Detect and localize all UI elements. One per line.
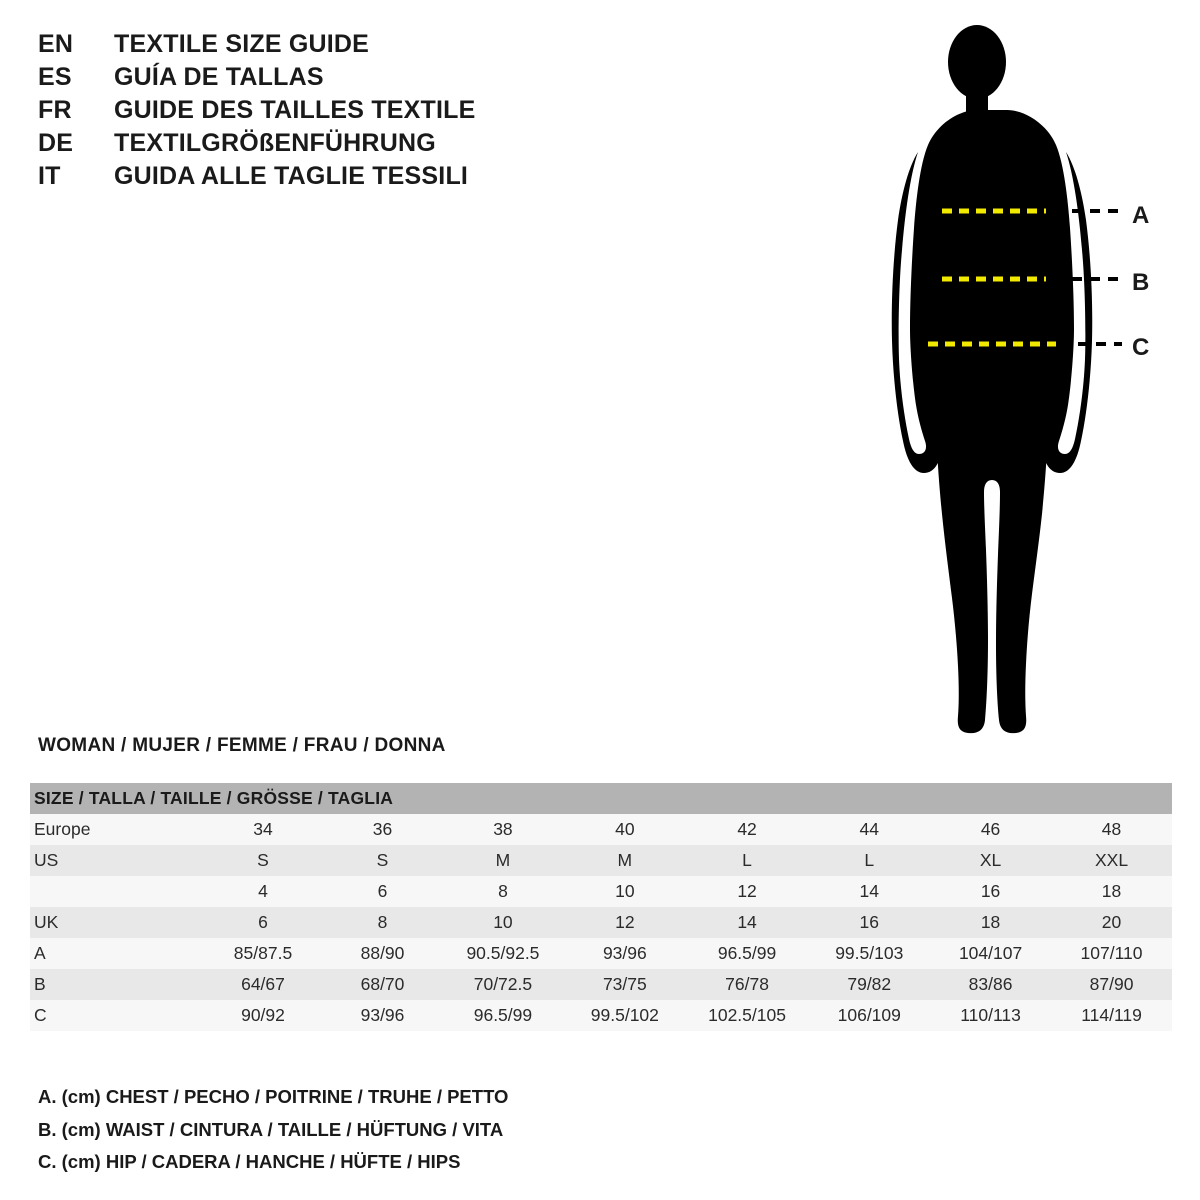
cell: L [808, 845, 930, 876]
cell: 10 [442, 907, 564, 938]
cell: 48 [1051, 814, 1172, 845]
cell: 18 [930, 907, 1051, 938]
language-row [38, 96, 678, 129]
cell: 68/70 [323, 969, 442, 1000]
cell: 104/107 [930, 938, 1051, 969]
measure-label-c: C [1132, 334, 1150, 361]
language-code: DE [38, 129, 74, 157]
cell: 16 [930, 876, 1051, 907]
row-label: C [30, 1000, 203, 1031]
footnote-waist: B. (cm) WAIST / CINTURA / TAILLE / HÜFTUNG / VITA [38, 1118, 504, 1140]
table-row [30, 938, 1172, 969]
cell: 93/96 [323, 1000, 442, 1031]
language-row [38, 129, 678, 162]
cell: 6 [323, 876, 442, 907]
cell: 34 [203, 814, 323, 845]
cell: S [203, 845, 323, 876]
cell: M [442, 845, 564, 876]
size-table [30, 783, 1172, 1031]
cell: 85/87.5 [203, 938, 323, 969]
cell: 8 [323, 907, 442, 938]
table-row [30, 1000, 1172, 1031]
language-title: GUIDE DES TAILLES TEXTILE [114, 96, 476, 124]
cell: 6 [203, 907, 323, 938]
cell: 96.5/99 [686, 938, 809, 969]
table-row [30, 969, 1172, 1000]
row-label: UK [30, 907, 203, 938]
cell: 14 [686, 907, 809, 938]
footnote-chest: A. (cm) CHEST / PECHO / POITRINE / TRUHE / PETTO [38, 1086, 509, 1107]
cell: M [564, 845, 686, 876]
figure-diagram [860, 14, 1190, 744]
table-row [30, 845, 1172, 876]
cell: 99.5/103 [808, 938, 930, 969]
row-label: Europe [30, 814, 203, 845]
cell: 42 [686, 814, 809, 845]
table-row [30, 814, 1172, 845]
measure-label-b: B [1132, 269, 1150, 296]
cell: L [686, 845, 809, 876]
language-title: TEXTILGRÖßENFÜHRUNG [114, 129, 436, 157]
language-code: EN [38, 30, 74, 58]
cell: XXL [1051, 845, 1172, 876]
female-silhouette-icon [860, 14, 1190, 744]
cell: 20 [1051, 907, 1172, 938]
cell: 87/90 [1051, 969, 1172, 1000]
row-label [30, 876, 203, 907]
language-code: FR [38, 96, 72, 124]
cell: 96.5/99 [442, 1000, 564, 1031]
cell: 93/96 [564, 938, 686, 969]
cell: 16 [808, 907, 930, 938]
cell: 99.5/102 [564, 1000, 686, 1031]
cell: 18 [1051, 876, 1172, 907]
cell: 40 [564, 814, 686, 845]
language-code: ES [38, 63, 72, 91]
measure-label-a: A [1132, 202, 1150, 229]
cell: 106/109 [808, 1000, 930, 1031]
language-title: GUIDA ALLE TAGLIE TESSILI [114, 162, 469, 190]
language-code: IT [38, 162, 61, 190]
cell: S [323, 845, 442, 876]
footnotes-block [38, 1088, 838, 1186]
cell: 88/90 [323, 938, 442, 969]
table-header-row [30, 783, 1172, 814]
table-section-title: WOMAN / MUJER / FEMME / FRAU / DONNA [38, 735, 446, 756]
cell: 10 [564, 876, 686, 907]
language-row [38, 162, 678, 195]
cell: 90.5/92.5 [442, 938, 564, 969]
cell: 36 [323, 814, 442, 845]
cell: 73/75 [564, 969, 686, 1000]
table-header-label: SIZE / TALLA / TAILLE / GRÖSSE / TAGLIA [30, 783, 1172, 814]
cell: 107/110 [1051, 938, 1172, 969]
cell: 4 [203, 876, 323, 907]
row-label: B [30, 969, 203, 1000]
language-row [38, 63, 678, 96]
cell: 8 [442, 876, 564, 907]
cell: 110/113 [930, 1000, 1051, 1031]
cell: 102.5/105 [686, 1000, 809, 1031]
cell: 70/72.5 [442, 969, 564, 1000]
cell: 64/67 [203, 969, 323, 1000]
cell: 114/119 [1051, 1000, 1172, 1031]
language-title: GUÍA DE TALLAS [114, 63, 324, 91]
table-row [30, 907, 1172, 938]
cell: 12 [564, 907, 686, 938]
cell: 76/78 [686, 969, 809, 1000]
language-title: TEXTILE SIZE GUIDE [114, 30, 370, 58]
footnote-hip: C. (cm) HIP / CADERA / HANCHE / HÜFTE / HIPS [38, 1151, 461, 1172]
row-label: A [30, 938, 203, 969]
language-title-block [38, 30, 678, 195]
cell: 38 [442, 814, 564, 845]
cell: 14 [808, 876, 930, 907]
cell: 83/86 [930, 969, 1051, 1000]
cell: 46 [930, 814, 1051, 845]
cell: 44 [808, 814, 930, 845]
cell: 90/92 [203, 1000, 323, 1031]
cell: 79/82 [808, 969, 930, 1000]
cell: XL [930, 845, 1051, 876]
table-row [30, 876, 1172, 907]
language-row [38, 30, 678, 63]
cell: 12 [686, 876, 809, 907]
row-label: US [30, 845, 203, 876]
